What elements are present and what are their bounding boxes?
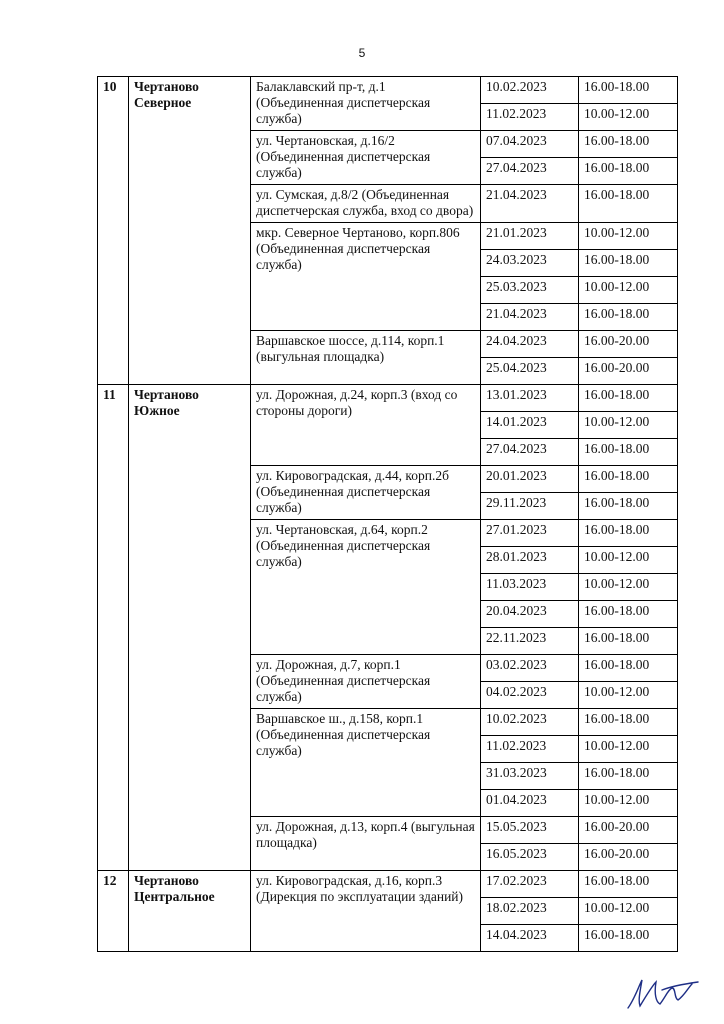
location-address: ул. Дорожная, д.24, корп.3 (вход со стороны дороги) [251, 385, 481, 466]
slot-date: 16.05.2023 [481, 844, 579, 871]
slot-time: 16.00-18.00 [579, 628, 678, 655]
slot-date: 17.02.2023 [481, 871, 579, 898]
location-address: ул. Чертановская, д.16/2 (Объединенная диспетчерская служба) [251, 131, 481, 185]
district-name: Чертаново Северное [129, 77, 251, 385]
slot-time: 16.00-18.00 [579, 158, 678, 185]
location-address: Варшавское шоссе, д.114, корп.1 (выгульная площадка) [251, 331, 481, 385]
slot-date: 13.01.2023 [481, 385, 579, 412]
slot-time: 16.00-18.00 [579, 871, 678, 898]
slot-time: 10.00-12.00 [579, 790, 678, 817]
slot-date: 10.02.2023 [481, 77, 579, 104]
slot-time: 10.00-12.00 [579, 898, 678, 925]
slot-date: 28.01.2023 [481, 547, 579, 574]
district-name: Чертаново Южное [129, 385, 251, 871]
table-row [98, 77, 678, 104]
slot-date: 29.11.2023 [481, 493, 579, 520]
slot-date: 18.02.2023 [481, 898, 579, 925]
page-number: 5 [358, 46, 366, 60]
slot-time: 16.00-20.00 [579, 331, 678, 358]
row-number: 11 [98, 385, 129, 871]
slot-time: 16.00-18.00 [579, 185, 678, 223]
slot-date: 10.02.2023 [481, 709, 579, 736]
slot-time: 16.00-18.00 [579, 77, 678, 104]
slot-time: 16.00-18.00 [579, 250, 678, 277]
slot-date: 24.03.2023 [481, 250, 579, 277]
slot-date: 27.04.2023 [481, 439, 579, 466]
slot-time: 10.00-12.00 [579, 736, 678, 763]
row-number: 10 [98, 77, 129, 385]
slot-date: 25.03.2023 [481, 277, 579, 304]
slot-date: 20.04.2023 [481, 601, 579, 628]
slot-date: 21.01.2023 [481, 223, 579, 250]
schedule-table-body [98, 77, 678, 952]
slot-time: 10.00-12.00 [579, 277, 678, 304]
handwritten-signature [622, 970, 702, 1016]
slot-date: 14.01.2023 [481, 412, 579, 439]
slot-date: 31.03.2023 [481, 763, 579, 790]
slot-date: 21.04.2023 [481, 185, 579, 223]
slot-date: 01.04.2023 [481, 790, 579, 817]
slot-time: 16.00-20.00 [579, 844, 678, 871]
slot-time: 16.00-18.00 [579, 131, 678, 158]
table-row [98, 871, 678, 898]
slot-time: 16.00-18.00 [579, 520, 678, 547]
slot-date: 27.04.2023 [481, 158, 579, 185]
slot-time: 16.00-18.00 [579, 439, 678, 466]
row-number: 12 [98, 871, 129, 952]
district-name: Чертаново Центральное [129, 871, 251, 952]
slot-time: 16.00-20.00 [579, 358, 678, 385]
slot-date: 15.05.2023 [481, 817, 579, 844]
table-row [98, 385, 678, 412]
slot-time: 10.00-12.00 [579, 574, 678, 601]
slot-date: 04.02.2023 [481, 682, 579, 709]
slot-date: 25.04.2023 [481, 358, 579, 385]
slot-date: 11.02.2023 [481, 736, 579, 763]
slot-time: 16.00-18.00 [579, 655, 678, 682]
slot-date: 03.02.2023 [481, 655, 579, 682]
slot-time: 10.00-12.00 [579, 547, 678, 574]
location-address: ул. Дорожная, д.13, корп.4 (выгульная площадка) [251, 817, 481, 871]
slot-date: 11.02.2023 [481, 104, 579, 131]
slot-time: 10.00-12.00 [579, 104, 678, 131]
slot-date: 22.11.2023 [481, 628, 579, 655]
location-address: мкр. Северное Чертаново, корп.806 (Объединенная диспетчерская служба) [251, 223, 481, 331]
slot-time: 16.00-18.00 [579, 304, 678, 331]
slot-date: 27.01.2023 [481, 520, 579, 547]
slot-time: 16.00-20.00 [579, 817, 678, 844]
slot-time: 16.00-18.00 [579, 385, 678, 412]
slot-time: 16.00-18.00 [579, 763, 678, 790]
slot-time: 16.00-18.00 [579, 925, 678, 952]
slot-time: 16.00-18.00 [579, 466, 678, 493]
slot-date: 21.04.2023 [481, 304, 579, 331]
schedule-table [97, 76, 678, 952]
slot-time: 10.00-12.00 [579, 412, 678, 439]
slot-date: 24.04.2023 [481, 331, 579, 358]
location-address: Балаклавский пр-т, д.1 (Объединенная диспетчерская служба) [251, 77, 481, 131]
location-address: ул. Кировоградская, д.44, корп.2б (Объединенная диспетчерская служба) [251, 466, 481, 520]
slot-date: 14.04.2023 [481, 925, 579, 952]
slot-time: 16.00-18.00 [579, 493, 678, 520]
location-address: Варшавское ш., д.158, корп.1 (Объединенная диспетчерская служба) [251, 709, 481, 817]
location-address: ул. Кировоградская, д.16, корп.3 (Дирекция по эксплуатации зданий) [251, 871, 481, 952]
slot-date: 20.01.2023 [481, 466, 579, 493]
location-address: ул. Сумская, д.8/2 (Объединенная диспетчерская служба, вход со двора) [251, 185, 481, 223]
slot-time: 10.00-12.00 [579, 223, 678, 250]
location-address: ул. Дорожная, д.7, корп.1 (Объединенная диспетчерская служба) [251, 655, 481, 709]
slot-time: 16.00-18.00 [579, 709, 678, 736]
slot-date: 11.03.2023 [481, 574, 579, 601]
slot-date: 07.04.2023 [481, 131, 579, 158]
slot-time: 10.00-12.00 [579, 682, 678, 709]
slot-time: 16.00-18.00 [579, 601, 678, 628]
location-address: ул. Чертановская, д.64, корп.2 (Объединенная диспетчерская служба) [251, 520, 481, 655]
